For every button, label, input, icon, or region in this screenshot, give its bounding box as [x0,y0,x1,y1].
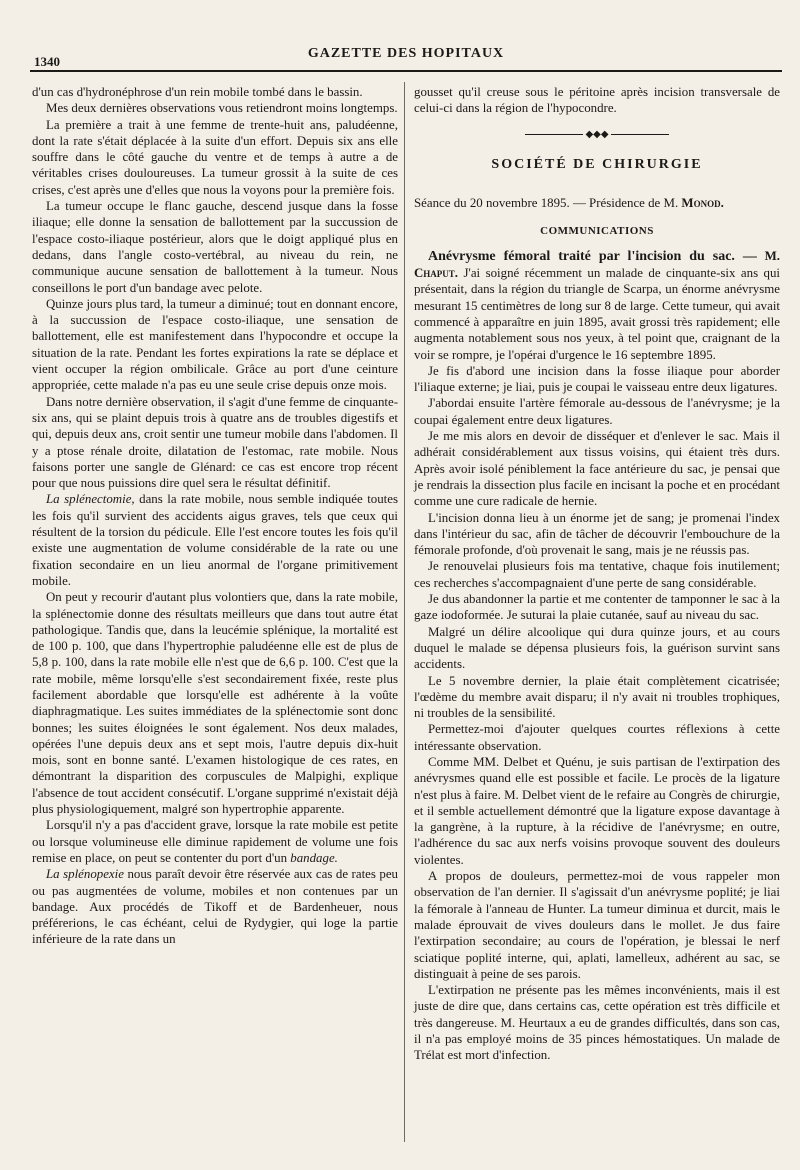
paragraph: Dans notre dernière observation, il s'agit d'une femme de cinquante-six ans, qui se plaint depuis trois à quatre ans de troubles digestifs et qui, depuis deux ans, croit sentir une tumeur mobile dans l'abdomen. Il y a ptose rénale droite, dilatation de l'estomac, rate mobile. Nous faisons porter une sangle de Glénard: ce cas est encore trop récent pour que nous puissions dire quel sera le résultat définitif. [32,394,398,491]
paragraph: Le 5 novembre dernier, la plaie était complètement cicatrisée; l'œdème du membre avait disparu; il n'y avait ni troubles trophiques, ni troubles de la sensibilité. [414,673,780,721]
paragraph: d'un cas d'hydronéphrose d'un rein mobile tombé dans le bassin. [32,85,363,99]
paragraph [32,491,398,589]
section-title: SOCIÉTÉ DE CHIRURGIE [491,156,703,172]
paragraph [414,248,780,363]
emphasis-splenopexie: La splénopexie [46,867,124,882]
paragraph: On peut y recourir d'autant plus volontiers que, dans la rate mobile, la splénectomie donne des résultats meilleurs que dans tout autre état pathologique. Tandis que, dans la leucémie splénique, la mortalité est de 100 p. 100, que dans l'hypertrophie paludéenne elle est de plus de 5,8 p. 100, dans la rate mobile elle n'est que de 6,6 p. 100. C'est que la rate mobile, même lorsqu'elle s'est secondairement fixée, reste plus facilement abordable que lorsqu'elle est adhérente à la voûte diaphragmatique. Les suites immédiates de la splénectomie sont donc bonnes; les suites éloignées le sont également. Nos deux malades, opérées l'une depuis deux ans et sept mois, l'autre depuis dix-huit mois, sont en bonne santé. L'examen histologique de ces rates, en démontrant la disparition des corpuscules de Malpighi, explique l'absence de tout accident consécutif. L'organe supprimé n'existait déjà plus physiologiquement, malgré son hypertrophie apparente. [32,590,398,817]
paragraph: Mes deux dernières observations vous retiendront moins longtemps. [46,101,398,116]
subheading: COMMUNICATIONS [540,225,654,238]
session-president: Monod. [681,196,724,211]
left-column [32,84,398,1134]
paragraph: Je dus abandonner la partie et me contenter de tamponner le sac à la gaze iodoformée. Je suturai la plaie cutanée, sauf au niveau du sac. [414,592,780,623]
paragraph: J'abordai ensuite l'artère fémorale au-dessous de l'anévrysme; je la coupai également entre deux ligatures. [414,396,780,427]
paragraph: Je renouvelai plusieurs fois ma tentative, chaque fois inutilement; ces recherches s'accompagnaient d'une perte de sang considérable. [414,559,780,590]
paragraph: La tumeur occupe le flanc gauche, descend jusque dans la fosse iliaque; elle donne la sensation de ballottement par la succussion de l'espace costo-iliaque postérieur, alors que le doigt appliqué plus en dedans, dans l'angle costo-vertébral, au niveau du rein, ne communique aucune sensation de ballottement à la tumeur. Nous conseillons le port d'un bandage avec pelote. [32,199,398,295]
paragraph [32,817,398,866]
paragraph: Je fis d'abord une incision dans la fosse iliaque pour aborder l'iliaque externe; je liai, puis je coupai le vaisseau entre deux ligatures. [414,363,780,395]
ornament-rule-right [611,134,669,135]
session-line [414,195,780,211]
paragraph-text: dans la rate mobile, nous semble indiquée toutes les fois qu'il survient des accidents aigus graves, tels que ceux qui résultent de la torsion du pédicule. Elle l'est encore toutes les fois qu'il existe une augmentation de volume considérable de la rate ou une fixation secondaire en un lieu anormal de l'organe primitivement mobile. [32,492,398,588]
paragraph: Quinze jours plus tard, la tumeur a diminué; tout en donnant encore, à la succussion de l'espace costo-iliaque, une sensation de ballottement, elle est manifestement dans l'hypocondre et occupe la situation de la rate. Pendant les fortes expirations la rate se déplace et vient occuper la région ombilicale. Grâce au port d'une ceinture appropriée, cette malade n'a pas eu une seule crise depuis onze mois. [32,296,398,393]
paragraph: gousset qu'il creuse sous le péritoine après incision transversale de celui-ci dans la région de l'hypocondre. [414,85,780,116]
emphasis-splenectomie: La splénectomie, [46,492,135,507]
right-column [414,84,780,1064]
emphasis-bandage: bandage. [290,850,338,865]
paragraph-text: J'ai soigné récemment un malade de cinquante-six ans qui présentait, dans la région du triangle de Scarpa, un énorme anévrysme mesurant 15 centimètres de long sur 8 de large. Cette tumeur, qui avait commencé à apparaître en juin 1895, avait grossi très rapidement; elle augmenta notablement sous nos yeux, à tel point que, craignant de la voir se rompre, je l'opérai d'urgence le 16 septembre 1895. [414,266,780,362]
session-text: Séance du 20 novembre 1895. — Présidence de M. [414,196,682,211]
page-header [30,44,782,72]
article-title: Anévrysme fémoral traité par l'incision du sac. — [428,248,757,264]
ornament-rule-left [525,134,583,135]
section-ornament [414,127,780,143]
column-divider [404,82,405,1142]
running-title: GAZETTE DES HOPITAUX [307,46,505,61]
paragraph: L'incision donna lieu à un énorme jet de sang; je promenai l'index dans l'intérieur du sac, afin de tâcher de découvrir l'embouchure de la fémorale profonde, d'où provenait le sang, mais je ne réussis pas. [414,510,780,558]
page-number: 1340 [34,54,60,69]
paragraph: Comme MM. Delbet et Quénu, je suis partisan de l'extirpation des anévrysmes quand elle est possible et facile. Le procès de la ligature n'est plus à faire. M. Delbet vient de le refaire au Congrès de chirurgie, et il semble actuellement démontré que la ligature expose davantage à la gangrène, à la rupture, à la récidive de l'anévrysme; en outre, l'adhérence du sac aux nerfs voisins provoque souvent des douleurs violentes. [414,754,780,867]
paragraph: A propos de douleurs, permettez-moi de vous rappeler mon observation de l'an dernier. Il s'agissait d'un anévrysme poplité; je liai la fémorale à l'anneau de Hunter. La tumeur diminua et durcit, mais le malade éprouvait de vives douleurs dans le mollet. Je dus faire l'extirpation secondaire; au cours de l'opération, je blessai le nerf sciatique poplité interne, qui, aplati, lamelleux, adhérent au sac, se distinguait à peine de ses parois. [414,869,780,981]
paragraph: La première a trait à une femme de trente-huit ans, paludéenne, dont la rate s'était déplacée à la suite d'un effort. Depuis six ans elle souffre dans le côté gauche du ventre et de temps à autre a de véritables crises douloureuses. La tumeur grossit à la suite de ces crises, c'est après une d'elles que nous la voyons pour la première fois. [32,117,398,197]
paragraph: Je me mis alors en devoir de disséquer et d'enlever le sac. Mais il adhérait considérablement aux tissus voisins, qui étaient très durs. Après avoir isolé péniblement la face antérieure du sac, je pensai que je rendrais la dissection plus facile en incisant la poche et en procédant comme une cure radicale de hernie. [414,429,780,509]
paragraph: L'extirpation ne présente pas les mêmes inconvénients, mais il est juste de dire que, dans certains cas, cette opération est très difficile et très dangereuse. M. Heurtaux a eu de grandes difficultés, dans son cas, il n'a pas employé moins de 35 pinces hémostatiques. Un malade de Trélat est mort d'infection. [414,983,780,1063]
author: M. Chaput. [414,248,780,281]
ornament-diamond-icon: ◆◆◆ [585,128,609,140]
paragraph-text: nous paraît devoir être réservée aux cas de rates peu ou pas augmentées de volume, mobiles et non contenues par un bandage. Aux procédés de Tikoff et de Bardenheuer, nous préférerions, le cas échéant, celui de Rydygier, qui loge la partie inférieure de la rate dans un [32,867,398,947]
paragraph-text: Lorsqu'il n'y a pas d'accident grave, lorsque la rate mobile est petite ou lorsque volumineuse elle diminue rapidement de volume une fois remise en place, on peut se contenter du port d'un [32,818,398,865]
paragraph: Malgré un délire alcoolique qui dura quinze jours, et au cours duquel le malade se dépensa plusieurs fois, la guérison survint sans accidents. [414,624,780,672]
paragraph [32,866,398,947]
paragraph: Permettez-moi d'ajouter quelques courtes réflexions à cette intéressante observation. [414,722,780,753]
